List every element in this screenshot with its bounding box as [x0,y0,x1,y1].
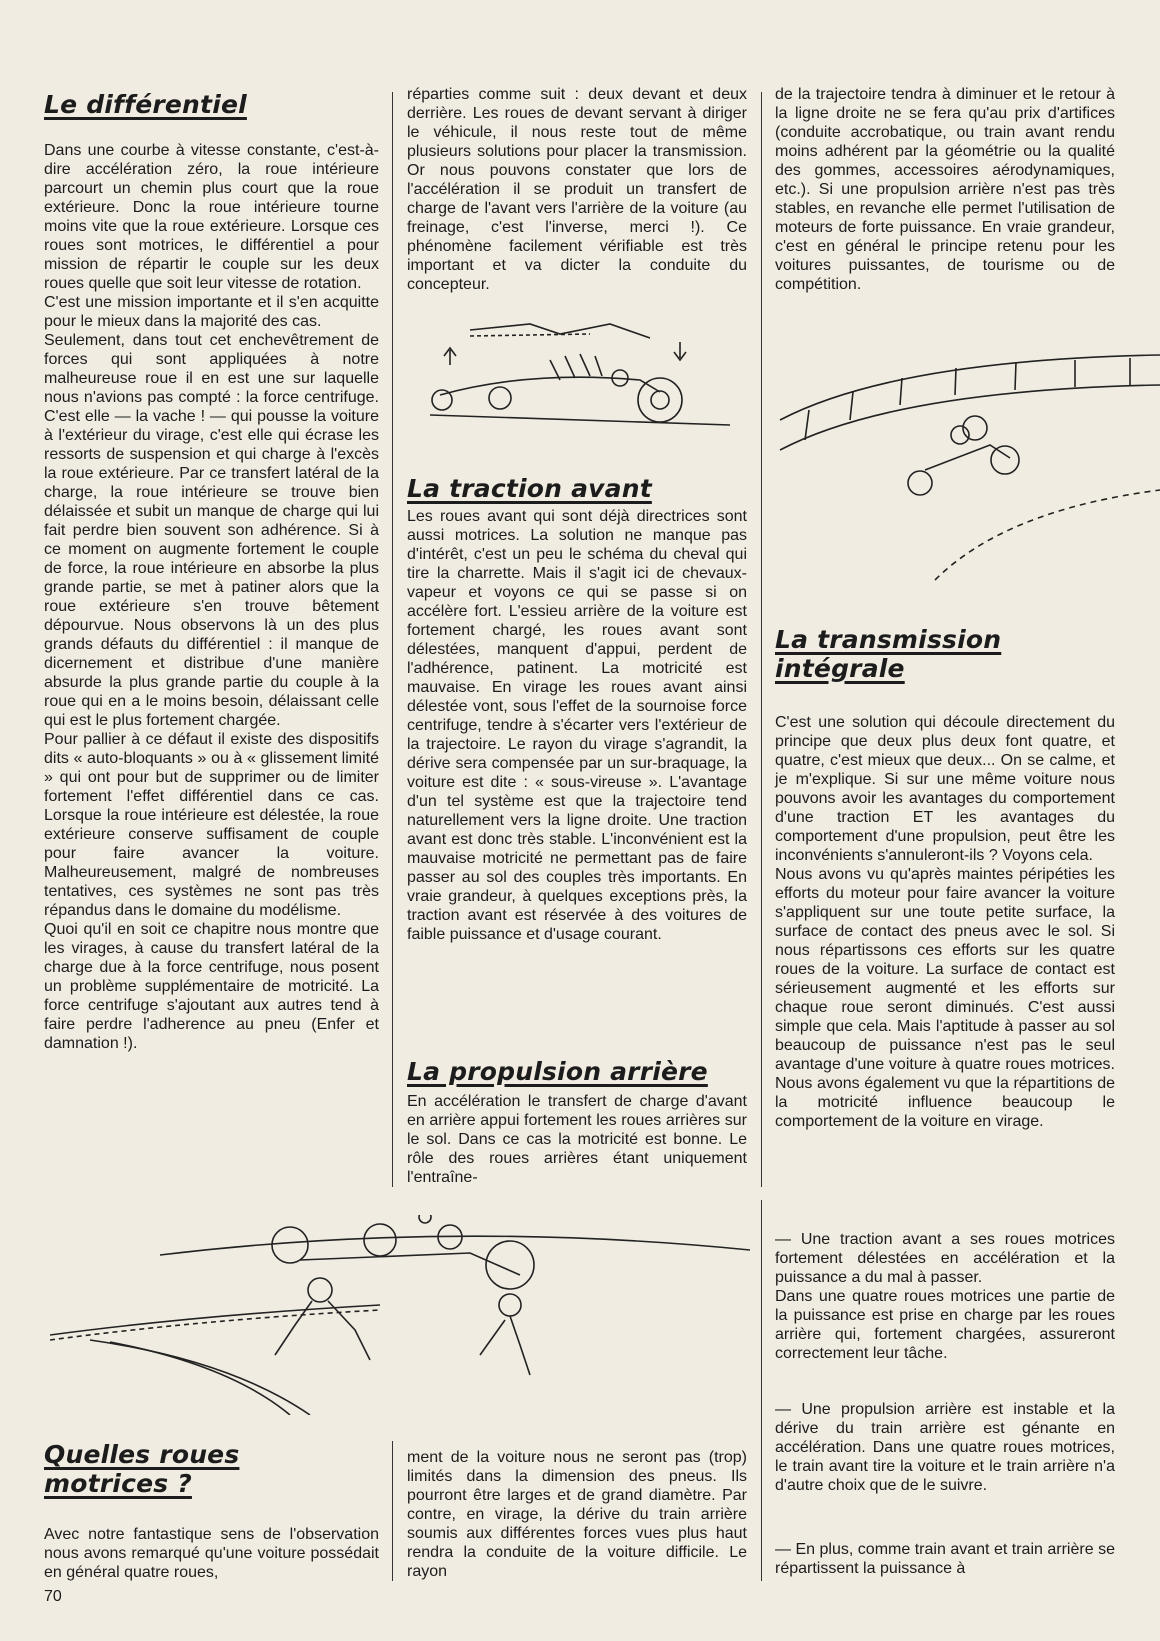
paragraph: C'est une solution qui découle directement du principe que deux plus deux font quatre, et quatre, c'est mieux que deux... On se calme, et je m'explique. Si sur une même voiture nous pouvons avoir les avantages du comportement d'une traction ET les avantages du comportement d'une propulsion, peut être les inconvénients s'annuleront-ils ? Voyons cela. [775,714,1115,864]
paragraph: ment de la voiture nous ne seront pas (trop) limités dans la dimension des pneus. Ils pourront être larges et de grand diamètre. Par contre, en virage, la dérive du train arrière soumis aux différentes forces vues plus haut rendra la conduite de la voiture difficile. Le rayon [407,1449,747,1580]
page-number: 70 [44,1588,62,1605]
column-2-middle-text [407,507,747,944]
column-3-bottom-text [775,1540,1115,1578]
column-rule-right [761,92,762,1187]
column-3-middle-text [775,713,1115,1131]
heading-propulsion-arriere: La propulsion arrière [407,1057,708,1086]
paragraph: Pour pallier à ce défaut il existe des dispositifs dits « auto-bloquants » ou à « glissement limité » qui ont pour but de supprimer ou de limiter fortement l'effet différentiel dans ce cas. Lorsque la roue intérieure est délestée, la roue extérieure conserve suffisament de couple pour faire avancer la voiture. Malheureusement, malgré de nombreuses tentatives, ces systèmes ne sont pas très répandus dans le domaine du modélisme. [44,731,379,919]
paragraph: — Une traction avant a ses roues motrices fortement délestées en accélération et la puissance a du mal à passer. [775,1231,1115,1286]
paragraph: Nous avons vu qu'après maintes péripéties les efforts du moteur pour faire avancer la voiture s'appliquent sur une toute petite surface, la surface de contact des pneus avec le sol. Si nous répartissons ces efforts sur les quatre roues de la voiture. La surface de contact est sérieusement augmenté et les efforts sur chaque roue seront diminués. C'est aussi simple que cela. Mais l'aptitude à passer au sol beaucoup de puissance n'est pas le seul avantage d'une voiture à quatre roues motrices. Nous avons également vu que la répartitions de la motricité influence beaucoup le comportement de la voiture en virage. [775,866,1115,1130]
paragraph: réparties comme suit : deux devant et deux derrière. Les roues de devant servant à diriger le véhicule, il nous reste tout de même plusieurs solutions pour placer la transmission. Or nous pouvons constater que lors de l'accélération il se produit un transfert de charge de l'avant vers l'arrière de la voiture (au freinage, c'est l'inverse, merci !). Ce phénomène facilement vérifiable est très important et va dicter la conduite du concepteur. [407,86,747,293]
column-2-top-text [407,85,747,294]
column-3-top-text [775,85,1115,294]
column-rule-left-bottom [392,1441,393,1581]
paragraph: — En plus, comme train avant et train arrière se répartissent la puissance à [775,1541,1115,1577]
column-2-bottom-text [407,1448,747,1581]
column-3-lower-text-2 [775,1400,1115,1495]
paragraph: Dans une courbe à vitesse constante, c'est-à-dire accélération zéro, la roue intérieure parcourt un chemin plus court que la roue extérieure. Donc la roue intérieure tourne moins vite que la roue extérieure. Lorsque ces roues sont motrices, le différentiel a pour mission de répartir le couple sur les deux roues quelle que soit leur vitesse de rotation. [44,142,379,292]
paragraph: Quoi qu'il en soit ce chapitre nous montre que les virages, à cause du transfert latéral de la charge due à la force centrifuge, nous posent un problème supplémentaire de motricité. La force centrifuge s'ajoutant aux autres tend à faire perdre l'adherence au pneu (Enfer et damnation !). [44,921,379,1052]
column-3-lower-text [775,1230,1115,1363]
column-rule-left [392,92,393,1187]
heading-transmission-integrale: La transmission intégrale [775,625,1002,683]
paragraph: de la trajectoire tendra à diminuer et le retour à la ligne droite ne se fera qu'au prix d'artifices (conduite accrobatique, ou train avant rendu moins adhérent par la géométrie ou la qualité des gommes, accessoires aérodynamiques, etc.). Si une propulsion arrière n'est pas très stables, en revanche elle permet l'utilisation de moteurs de forte puissance. En vraie grandeur, c'est en général le principe retenu pour les voitures puissantes, de tourisme ou de compétition. [775,86,1115,293]
paragraph: Avec notre fantastique sens de l'observation nous avons remarqué qu'une voiture possédait en général quatre roues, [44,1526,379,1581]
heading-differentiel: Le différentiel [44,90,247,119]
column-1-text [44,141,379,1053]
column-1-bottom-text [44,1525,379,1582]
dragster-illustration [410,320,740,440]
paragraph: En accélération le transfert de charge d'avant en arrière appui fortement les roues arrières sur le sol. Dans ce cas la motricité est bonne. Le rôle des roues arrières étant uniquement l'entraîne- [407,1093,747,1186]
column-2-lower-text [407,1092,747,1187]
heading-traction-avant: La traction avant [407,474,652,503]
paragraph: — Une propulsion arrière est instable et la dérive du train arrière est génante en accélération. Dans une quatre roues motrices, le train avant tire la voiture et le train arrière n'a d'autre choix que de le suivre. [775,1401,1115,1494]
mechanics-illustration [50,1215,750,1415]
heading-quelles-roues: Quelles roues motrices ? [44,1440,240,1498]
paragraph: Dans une quatre roues motrices une partie de la puissance est prise en charge par les roues arrière qui, fortement chargées, assureront correctement leur tâche. [775,1288,1115,1362]
racetrack-illustration [775,350,1160,585]
paragraph: Les roues avant qui sont déjà directrices sont aussi motrices. La solution ne manque pas d'intérêt, c'est un peu le schéma du cheval qui tire la charrette. Mais il s'agit ici de chevaux-vapeur et voyons ce qui se passe si on accélère fort. L'essieu arrière de la voiture est fortement chargé, les roues avant sont délestées, manquent d'appui, perdent de l'adhérence, patinent. La motricité est mauvaise. En virage les roues avant ainsi délestée vont, sous l'effet de la sournoise force centrifuge, tendre à s'écarter vers l'extérieur de la trajectoire. Le rayon du virage s'agrandit, la dérive sera compensée par un sur-braquage, la voiture est dite : « sous-vireuse ». L'avantage d'un tel système est que la trajectoire tend naturellement vers la ligne droite. Une traction avant est donc très stable. L'inconvénient est la mauvaise motricité ne permettant pas de faire passer au sol des couples très importants. En vraie grandeur, à quelques exceptions près, la traction avant est réservée à des voitures de faible puissance et d'usage courant. [407,508,747,943]
paragraph: C'est une mission importante et il s'en acquitte pour le mieux dans la majorité des cas. [44,294,379,330]
paragraph: Seulement, dans tout cet enchevêtrement de forces qui sont appliquées à notre malheureuse roue il en est une sur laquelle nous n'avions pas compté : la force centrifuge. C'est elle — la vache ! — qui pousse la voiture à l'extérieur du virage, c'est elle qui écrase les ressorts de suspension et qui charge à l'excès la roue extérieure. Par ce transfert latéral de la charge, la roue intérieure se trouve bien délaissée et subit un manque de charge qui lui fait perdre bien souvent son adhérence. Si à ce moment on augmente fortement le couple de force, la roue intérieure en absorbe la plus grande partie, se met à patiner alors que la roue extérieure s'en trouve bêtement dépourvue. Nous observons là un des plus grands défauts du différentiel : il manque de dicernement et distribue d'une manière absurde la plus grande partie du couple à la roue qui en a le moins besoin, délaissant celle qui est le plus fortement chargée. [44,332,379,729]
column-rule-right-bottom [761,1200,762,1581]
